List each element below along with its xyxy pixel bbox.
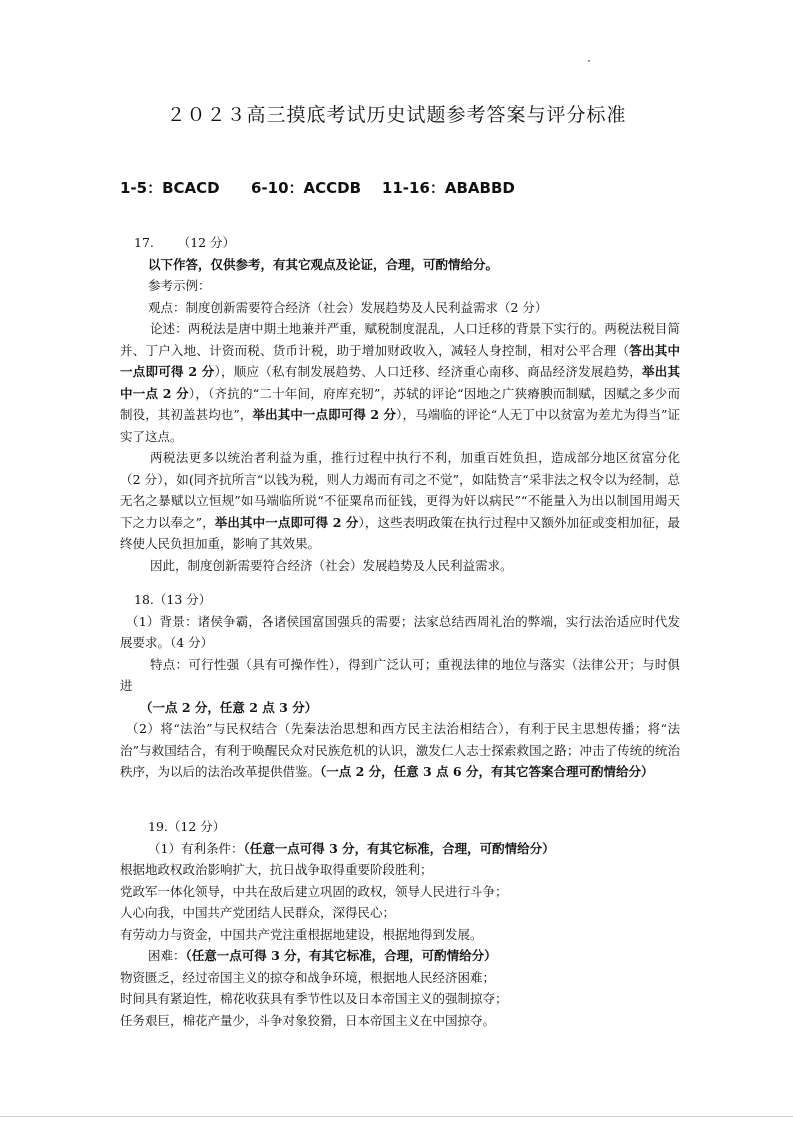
q18-part2: [120, 718, 680, 783]
q18-part2-scoring: （一点 2 分，任意 3 点 6 分，有其它答案合理可酌情给分）: [320, 764, 654, 779]
q19-difficulty-item: 物资匮乏，经过帝国主义的掠夺和战争环境，根据地人民经济困难；: [120, 969, 496, 985]
q19-part1-heading: [120, 838, 680, 860]
q19-header: 19.（12 分）: [148, 819, 226, 834]
q17-paragraph-2: [120, 447, 680, 555]
page-title: ２０２３高三摸底考试历史试题参考答案与评分标准: [166, 104, 627, 126]
q17-p2-score: 举出其中一点即可得 2 分: [214, 514, 359, 530]
q18-part1-features: 特点：可行性强（具有可操作性），得到广泛认可；重视法律的地位与落实（法律公开；与时俱进: [120, 656, 680, 693]
q17-viewpoint: 观点：制度创新需要符合经济（社会）发展趋势及人民利益需求（2 分）: [148, 299, 548, 315]
q19-difficulty-scoring: （任意一点可得 3 分，有其它标准，合理，可酌情给分）: [185, 948, 497, 963]
q19-favorable-item: 根据地政权政治影响扩大，抗日战争取得重要阶段胜利；: [120, 862, 433, 877]
mc-answers-1-5: 1-5：BCACD: [120, 179, 220, 197]
q19-favorable-item: 人心向我，中国共产党团结人民群众，深得民心；: [120, 905, 396, 920]
mc-answers-6-10: 6-10：ACCDB: [250, 179, 362, 197]
q17-p1-score-a: 答出其中一点即可得 2 分: [120, 342, 680, 379]
q19-section: [120, 816, 680, 1031]
q17-paragraph-1: [120, 318, 680, 447]
q17-note: 以下作答，仅供参考，有其它观点及论证，合理，可酌情给分。: [148, 256, 499, 272]
q17-score: （12 分）: [177, 235, 236, 250]
q17-p2-text-b: ），这些表明政策在执行过程中又额外加征或变相加征，最终使人民负担加重，影响了其效果。: [120, 514, 680, 551]
mc-answers: [120, 177, 515, 198]
q17-example-label: 参考示例：: [148, 278, 211, 293]
q18-part2-text: （2）将“法治”与民权结合（先秦法治思想和西方民主法治相结合），有利于民主思想传播；将“法治”与救国结合，有利于唤醒民众对民族危机的认识，激发仁人志士探索救国之路；冲击了传统的统治秩序，为以后的法治改革提供借鉴。: [120, 721, 680, 779]
q19-favorable-scoring: （任意一点可得 3 分，有其它标准，合理，可酌情给分）: [243, 840, 555, 856]
scan-dot: [588, 60, 590, 62]
q17-section: [120, 232, 680, 576]
q19-difficulty-item: 时间具有紧迫性，棉花收获具有季节性以及日本帝国主义的强制掠夺；: [120, 991, 508, 1006]
q19-favorable-item: 有劳动力与资金，中国共产党注重根据地建设，根据地得到发展。: [120, 926, 483, 942]
q17-p2-text-a: 两税法更多以统治者利益为重，推行过程中执行不利，加重百姓负担，造成部分地区贫富分化（2 分），如(同齐抗所言“以钱为税，则人力竭而有司之不觉”，如陆贽言“采非法之权令以为经制，总无名之暴赋以立恒规”如马端临所说“不征粟帛而征钱，更得为奸以病民”“不能量入为出以制国用竭天下之力以奉之”，: [120, 450, 680, 530]
q17-p1-score-c: 举出其中一点即可得 2 分: [252, 407, 397, 422]
q19-favorable-label: （1）有利条件：: [148, 840, 244, 856]
q18-part1-scoring: （一点 2 分，任意 2 点 3 分）: [140, 699, 318, 715]
q17-header: [120, 232, 680, 254]
q17-p1-text-d: ），马端临的评论“人无丁中以贫富为差尤为得当”证实了这点。: [120, 407, 680, 444]
page-bottom-edge: [0, 1116, 793, 1117]
q19-difficulty-heading: [120, 945, 680, 967]
q19-favorable-item: 党政军一体化领导，中共在敌后建立巩固的政权，领导人民进行斗争；: [120, 883, 508, 899]
mc-answers-11-16: 11-16：ABABBD: [381, 179, 515, 197]
q18-header: 18.（13 分）: [134, 592, 212, 607]
q18-section: [120, 589, 680, 783]
q17-p1-text-a: 论述：两税法是唐中期土地兼并严重，赋税制度混乱，人口迁移的背景下实行的。两税法税目简并、丁户入地、计资而税、货币计税，助于增加财政收入，减轻人身控制，相对公平合理（: [120, 321, 680, 358]
q17-number: 17.: [134, 235, 154, 250]
q19-difficulty-item: 任务艰巨，棉花产量少，斗争对象狡猾，日本帝国主义在中国掠夺。: [120, 1012, 496, 1028]
q19-difficulty-label: 困难：: [148, 948, 186, 963]
q17-p1-text-b: ），顺应（私有制发展趋势、人口迁移、经济重心南移、商品经济发展趋势，: [214, 364, 642, 379]
q17-p1-score-b: 举出其中一点 2 分: [120, 364, 680, 401]
q17-p1-text-c: ），（齐抗的“二十年间，府库充牣”，苏轼的评论“因地之广狭瘠腴而制赋，因赋之多少而制役，其初盖甚均也”，: [120, 385, 680, 422]
q18-part1-background: （1）背景：诸侯争霸，各诸侯国富国强兵的需要；法家总结西周礼治的弊端，实行法治适应时代发展要求。（4 分）: [120, 613, 680, 650]
q17-conclusion: 因此，制度创新需要符合经济（社会）发展趋势及人民利益需求。: [150, 557, 513, 573]
